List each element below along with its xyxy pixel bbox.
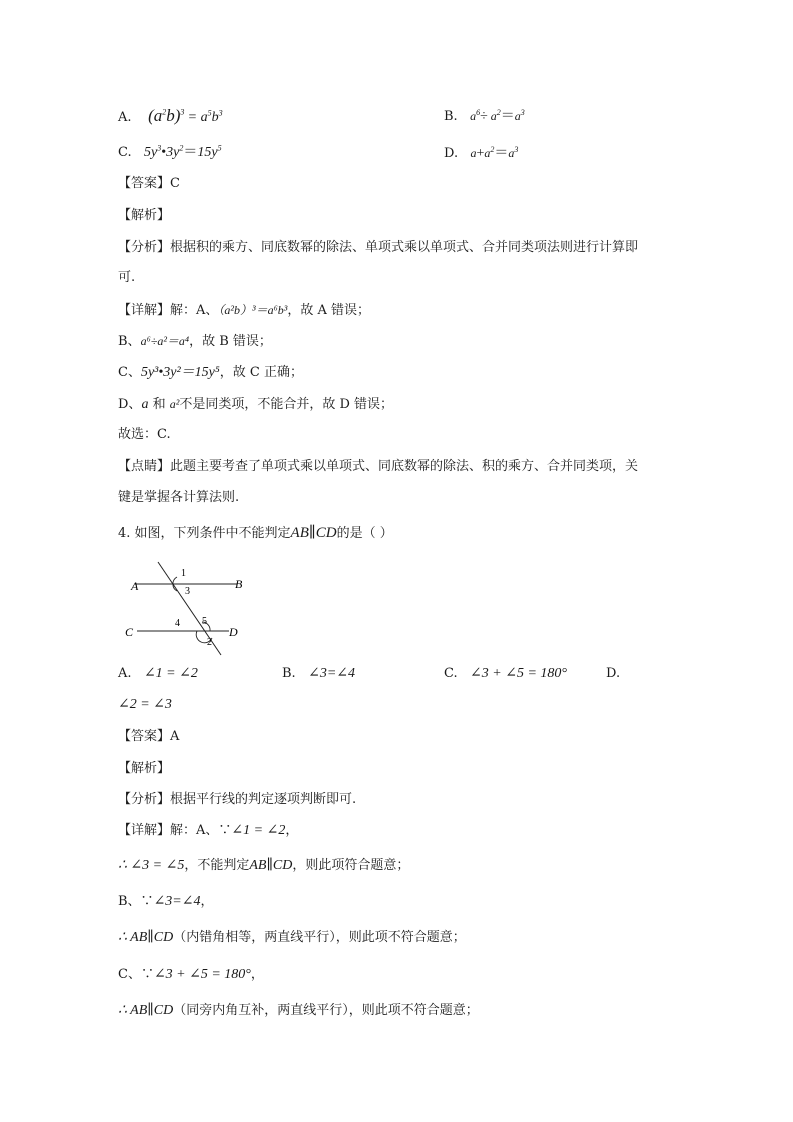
angle-3-label: 3 <box>185 586 190 597</box>
q4-therefore-1: ∴ ∠3 = ∠5，不能判定AB∥CD，则此项符合题意； <box>118 858 410 873</box>
q3-option-a: A. $(a^2b)^3 = a^5b^3$ <box>118 106 223 125</box>
q4-option-d: ∠2 = ∠3 <box>118 697 172 712</box>
q4-answer: 【答案】A <box>118 729 180 744</box>
q4-therefore-2: ∴ AB∥CD（内错角相等，两直线平行），则此项不符合题意； <box>118 930 466 945</box>
q4-analysis-heading: 【解析】 <box>118 761 171 776</box>
q3-option-c: C. $5y^3•3y^2=15y^5$ <box>118 143 222 160</box>
q3-option-b: B. $a^6\div a^2=a^3$ <box>444 108 525 124</box>
point-c-label: C <box>125 625 134 639</box>
angle-4-label: 4 <box>175 618 180 629</box>
q3-fenxi: 【分析】根据积的乘方、同底数幂的除法、单项式乘以单项式、合并同类项法则进行计算即 <box>118 240 639 255</box>
q3-comment-cont: 键是掌握各计算法则. <box>118 490 240 505</box>
q4-detail-a: 【详解】解：A、∵∠1 = ∠2， <box>118 823 299 838</box>
q4-option-c: C. ∠3 + ∠5 = 180° <box>444 666 567 681</box>
q4-detail-c: C、∵∠3 + ∠5 = 180°， <box>118 967 264 982</box>
point-a-label: A <box>131 579 139 593</box>
q3-fenxi-cont: 可. <box>118 270 136 285</box>
q3-choose: 故选：C. <box>118 427 171 442</box>
q4-therefore-3: ∴ AB∥CD（同旁内角互补，两直线平行），则此项不符合题意； <box>118 1003 479 1018</box>
q3-detail-d: D、a 和 a²不是同类项，不能合并，故 D 错误； <box>118 397 394 412</box>
point-d-label: D <box>229 625 238 639</box>
q3-detail-a: 【详解】解：A、（a²b）³＝a⁶b³，故 A 错误； <box>118 303 371 318</box>
q3-analysis-heading: 【解析】 <box>118 208 171 223</box>
q3-option-d: D. $a+a^2=a^3$ <box>444 145 519 161</box>
angle-1-label: 1 <box>181 568 186 579</box>
q4-option-b: B. ∠3=∠4 <box>282 666 356 681</box>
point-b-label: B <box>235 577 243 591</box>
angle-2-label: 2 <box>207 637 212 648</box>
q4-figure <box>125 560 255 660</box>
q3-comment: 【点睛】此题主要考查了单项式乘以单项式、同底数幂的除法、积的乘方、合并同类项，关 <box>118 459 639 474</box>
q4-option-a: A. ∠1 = ∠2 <box>118 666 198 681</box>
q3-detail-c: C、5y³•3y²＝15y⁵，故 C 正确； <box>118 365 303 380</box>
angle-5-label: 5 <box>202 616 207 627</box>
q4-option-d-letter: D. <box>606 666 621 681</box>
q4-question: 4. 如图，下列条件中不能判定AB∥CD的是（ ） <box>118 525 393 541</box>
q4-detail-b: B、∵∠3=∠4， <box>118 894 214 909</box>
q3-answer: 【答案】C <box>118 176 180 191</box>
q3-detail-b: B、a⁶÷a²＝a⁴，故 B 错误； <box>118 334 272 349</box>
q4-fenxi: 【分析】根据平行线的判定逐项判断即可. <box>118 792 357 807</box>
